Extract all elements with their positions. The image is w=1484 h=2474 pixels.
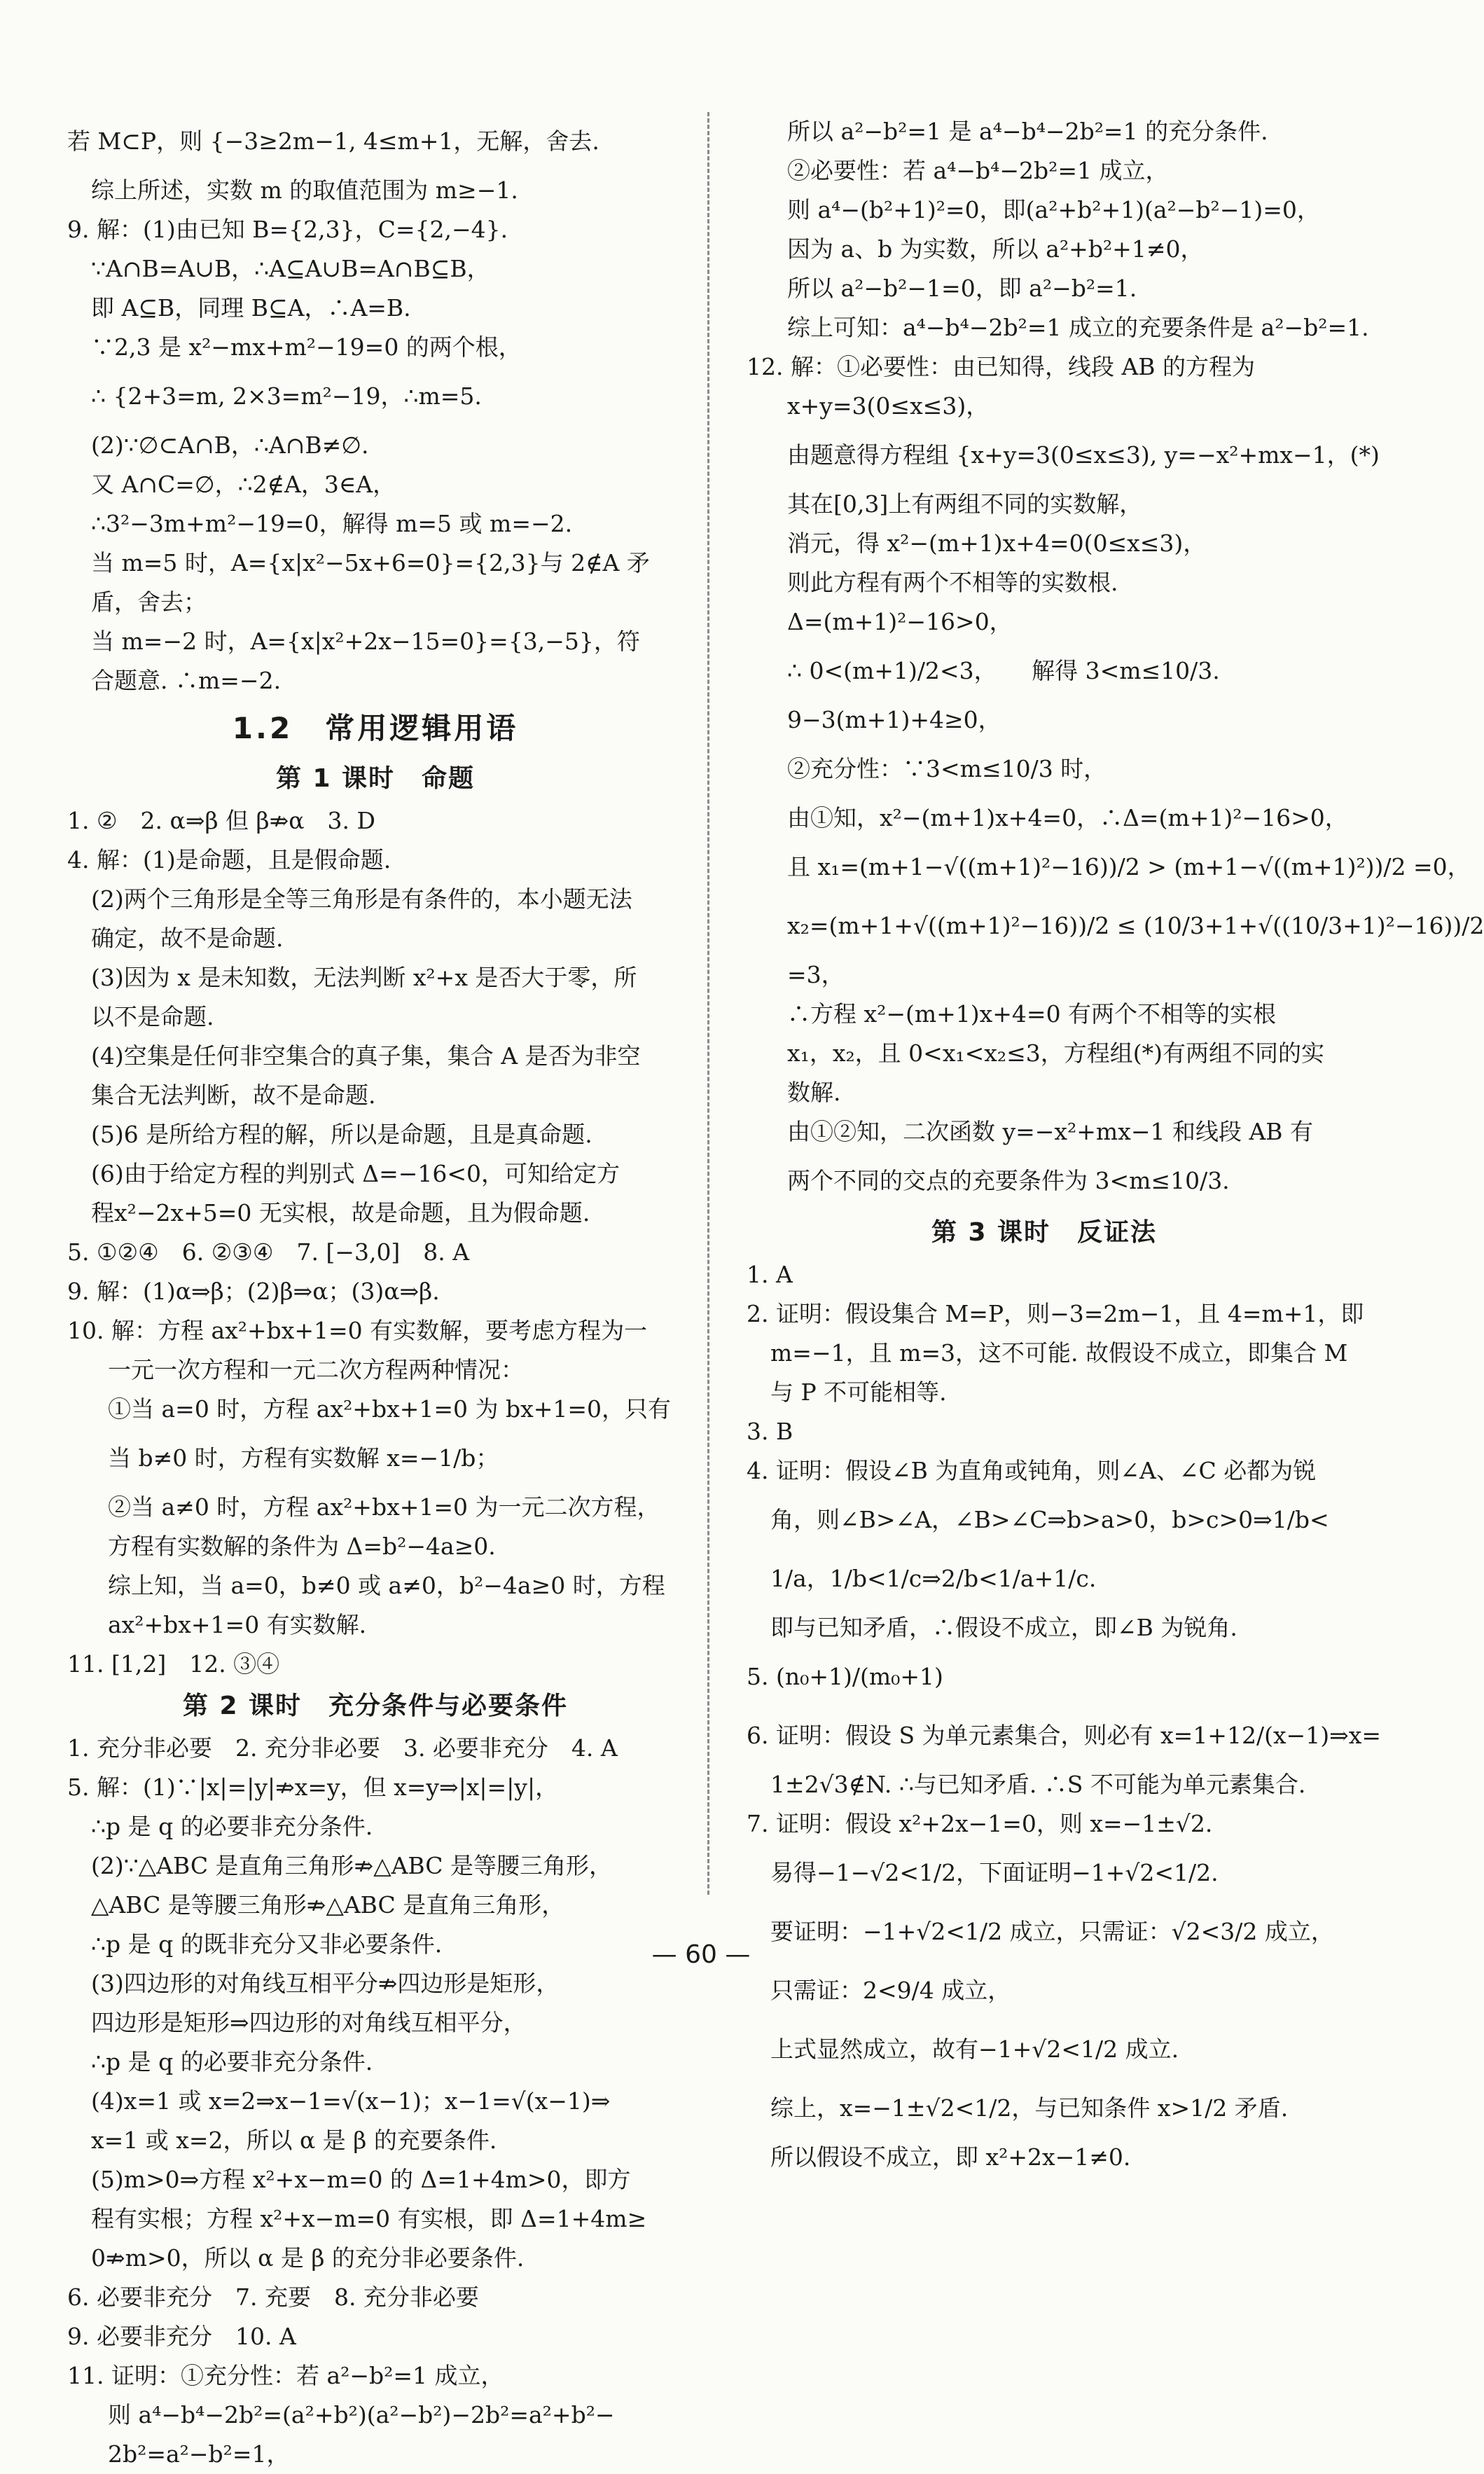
text-line: 7. 证明：假设 x²+2x−1=0，则 x=−1±√2. (747, 1810, 1213, 1837)
text-line: (5)6 是所给方程的解，所以是命题，且是真命题. (91, 1121, 592, 1148)
text-line: 1. A (747, 1261, 793, 1288)
text-line: 11. [1,2] 12. ③④ (67, 1650, 280, 1678)
lesson-heading: 第 1 课时 命题 (275, 764, 476, 793)
right-column (747, 112, 1484, 2177)
text-line: 10. 解：方程 ax²+bx+1=0 有实数解，要考虑方程为一 (67, 1317, 648, 1344)
text-line: ∴p 是 q 的必要非充分条件. (91, 2048, 373, 2075)
text-line: 由题意得方程组 {x+y=3(0≤x≤3), y=−x²+mx−1，(*) (787, 441, 1380, 469)
text-line: 9. 解：(1)α⇒β；(2)β⇒α；(3)α⇒β. (67, 1278, 440, 1305)
text-line: (3)因为 x 是未知数，无法判断 x²+x 是否大于零，所 (91, 964, 637, 991)
text-line: 当 b≠0 时，方程有实数解 x=−1/b； (108, 1444, 499, 1472)
text-line: 11. 证明：①充分性：若 a²−b²=1 成立， (67, 2362, 504, 2389)
text-line: 方程有实数解的条件为 Δ=b²−4a≥0. (108, 1533, 496, 1560)
text-line: x₁，x₂，且 0<x₁<x₂≤3，方程组(*)有两组不同的实 (787, 1039, 1325, 1067)
text-line: 四边形是矩形⇒四边形的对角线互相平分， (91, 2009, 527, 2036)
text-line: 9. 解：(1)由已知 B={2,3}，C={2,−4}. (67, 216, 508, 243)
text-line: 且 x₁=(m+1−√((m+1)²−16))/2 > (m+1−√((m+1)²))/2 =0， (787, 853, 1471, 880)
text-line: ②必要性：若 a⁴−b⁴−2b²=1 成立， (787, 157, 1169, 184)
text-line: (6)由于给定方程的判别式 Δ=−16<0，可知给定方 (91, 1160, 620, 1187)
text-line: (5)m>0⇒方程 x²+x−m=0 的 Δ=1+4m>0，即方 (91, 2166, 631, 2193)
text-line: x₂=(m+1+√((m+1)²−16))/2 ≤ (10/3+1+√((10/3+1)²−16))/2 (787, 912, 1484, 939)
text-line: 消元，得 x²−(m+1)x+4=0(0≤x≤3)， (787, 530, 1207, 557)
text-line: 3. B (747, 1418, 793, 1445)
text-line: Δ=(m+1)²−16>0， (787, 608, 1013, 635)
text-line: 1±2√3∉N. ∴与已知矛盾. ∴S 不可能为单元素集合. (770, 1771, 1306, 1798)
text-line: 综上可知：a⁴−b⁴−2b²=1 成立的充要条件是 a²−b²=1. (787, 314, 1369, 341)
text-line: 1. ② 2. α⇒β 但 β⇏α 3. D (67, 807, 375, 834)
text-line: 所以 a²−b²=1 是 a⁴−b⁴−2b²=1 的充分条件. (787, 118, 1268, 145)
text-line: 当 m=−2 时，A={x|x²+2x−15=0}={3,−5}，符 (91, 628, 640, 655)
text-line: 若 M⊂P，则 {−3≥2m−1, 4≤m+1，无解，舍去. (67, 127, 599, 155)
text-line: 则 a⁴−b⁴−2b²=(a²+b²)(a²−b²)−2b²=a²+b²− (108, 2401, 615, 2428)
text-line: 则 a⁴−(b²+1)²=0，即(a²+b²+1)(a²−b²−1)=0， (787, 196, 1320, 223)
text-line: 上式显然成立，故有−1+√2<1/2 成立. (770, 2036, 1179, 2063)
text-line: ∴方程 x²−(m+1)x+4=0 有两个不相等的实根 (787, 1000, 1277, 1028)
text-line: (4)空集是任何非空集合的真子集，集合 A 是否为非空 (91, 1042, 641, 1070)
text-line: ax²+bx+1=0 有实数解. (108, 1611, 367, 1638)
text-line: ②当 a≠0 时，方程 ax²+bx+1=0 为一元二次方程， (108, 1493, 660, 1521)
left-column (67, 112, 684, 2474)
text-line: 易得−1−√2<1/2，下面证明−1+√2<1/2. (770, 1859, 1219, 1886)
text-line: ②充分性：∵3<m≤10/3 时， (787, 755, 1107, 782)
text-line: 即与已知矛盾，∴假设不成立，即∠B 为锐角. (770, 1614, 1237, 1641)
text-line: 4. 证明：假设∠B 为直角或钝角，则∠A、∠C 必都为锐 (747, 1457, 1317, 1484)
text-line: ∴ {2+3=m, 2×3=m²−19，∴m=5. (91, 382, 482, 410)
text-line: 即 A⊆B，同理 B⊆A，∴A=B. (91, 294, 411, 322)
text-line: 6. 必要非充分 7. 充要 8. 充分非必要 (67, 2283, 479, 2311)
text-line: 综上所述，实数 m 的取值范围为 m≥−1. (91, 177, 518, 204)
text-line: 又 A∩C=∅，∴2∉A，3∈A， (91, 471, 396, 498)
lesson-heading: 第 3 课时 反证法 (931, 1218, 1158, 1247)
text-line: 4. 解：(1)是命题，且是假命题. (67, 846, 391, 873)
text-line: 由①②知，二次函数 y=−x²+mx−1 和线段 AB 有 (787, 1118, 1314, 1145)
text-line: m=−1，且 m=3，这不可能. 故假设不成立，即集合 M (770, 1339, 1348, 1367)
text-line: (2)∵△ABC 是直角三角形⇏△ABC 是等腰三角形， (91, 1852, 613, 1879)
text-line: ①当 a=0 时，方程 ax²+bx+1=0 为 bx+1=0，只有 (108, 1395, 671, 1423)
text-line: x=1 或 x=2，所以 α 是 β 的充要条件. (91, 2127, 497, 2154)
text-line: 2. 证明：假设集合 M=P，则−3=2m−1，且 4=m+1，即 (747, 1300, 1364, 1327)
text-line: 以不是命题. (91, 1003, 214, 1030)
text-line: ∴p 是 q 的既非充分又非必要条件. (91, 1930, 443, 1958)
text-line: 一元一次方程和一元二次方程两种情况： (108, 1356, 524, 1383)
text-line: =3， (787, 961, 845, 988)
text-line: ∵2,3 是 x²−mx+m²−19=0 的两个根， (91, 333, 522, 361)
lesson-heading: 第 2 课时 充分条件与必要条件 (182, 1692, 569, 1720)
text-line: 当 m=5 时，A={x|x²−5x+6=0}={2,3}与 2∉A 矛 (91, 549, 650, 576)
section-heading: 1.2 常用逻辑用语 (232, 711, 519, 745)
text-line: (3)四边形的对角线互相平分⇏四边形是矩形， (91, 1970, 560, 1997)
text-line: 数解. (787, 1079, 841, 1106)
text-line: 与 P 不可能相等. (770, 1378, 947, 1406)
text-line: 12. 解：①必要性：由已知得，线段 AB 的方程为 (747, 353, 1256, 380)
text-line: (2)∵∅⊂A∩B，∴A∩B≠∅. (91, 431, 369, 459)
text-line: 所以假设不成立，即 x²+2x−1≠0. (770, 2143, 1131, 2171)
text-line: 综上知，当 a=0，b≠0 或 a≠0，b²−4a≥0 时，方程 (108, 1572, 665, 1599)
text-line: ∵A∩B=A∪B，∴A⊆A∪B=A∩B⊆B， (91, 255, 490, 282)
text-line: (4)x=1 或 x=2⇒x−1=√(x−1)；x−1=√(x−1)⇒ (91, 2087, 611, 2115)
text-line: 5. (n₀+1)/(m₀+1) (747, 1663, 943, 1690)
text-line: 9. 必要非充分 10. A (67, 2323, 296, 2350)
text-line: 确定，故不是命题. (91, 925, 284, 952)
text-line: 则此方程有两个不相等的实数根. (787, 569, 1118, 596)
text-line: 综上，x=−1±√2<1/2，与已知条件 x>1/2 矛盾. (770, 2094, 1289, 2122)
text-line: 两个不同的交点的充要条件为 3<m≤10/3. (787, 1167, 1230, 1194)
text-line: 盾，舍去； (91, 588, 207, 616)
text-line: △ABC 是等腰三角形⇏△ABC 是直角三角形， (91, 1891, 565, 1919)
text-line: ∴3²−3m+m²−19=0，解得 m=5 或 m=−2. (91, 510, 573, 537)
text-line: 程x²−2x+5=0 无实根，故是命题，且为假命题. (91, 1199, 590, 1226)
text-line: ∴p 是 q 的必要非充分条件. (91, 1813, 373, 1840)
column-divider (707, 112, 709, 1895)
text-line: 只需证：2<9/4 成立， (770, 1977, 1011, 2004)
text-line: (2)两个三角形是全等三角形是有条件的，本小题无法 (91, 885, 632, 913)
text-line: 角，则∠B>∠A，∠B>∠C⇒b>a>0，b>c>0⇒1/b< (770, 1506, 1329, 1533)
page-number: — 60 — (651, 1940, 751, 1969)
text-line: 因为 a、b 为实数，所以 a²+b²+1≠0， (787, 235, 1204, 263)
text-line: 程有实根；方程 x²+x−m=0 有实根，即 Δ=1+4m≥ (91, 2205, 647, 2232)
text-line: ∴ 0<(m+1)/2<3， 解得 3<m≤10/3. (787, 657, 1220, 684)
text-line: 6. 证明：假设 S 为单元素集合，则必有 x=1+12/(x−1)⇒x= (747, 1722, 1381, 1749)
text-line: 5. ①②④ 6. ②③④ 7. [−3,0] 8. A (67, 1238, 470, 1266)
text-line: 其在[0,3]上有两组不同的实数解， (787, 490, 1143, 518)
text-line: 所以 a²−b²−1=0，即 a²−b²=1. (787, 275, 1137, 302)
text-line: 集合无法判断，故不是命题. (91, 1081, 376, 1109)
text-line: 由①知，x²−(m+1)x+4=0，∴Δ=(m+1)²−16>0， (787, 804, 1348, 831)
text-line: 2b²=a²−b²=1， (108, 2440, 290, 2468)
text-line: 0⇏m>0，所以 α 是 β 的充分非必要条件. (91, 2244, 525, 2272)
text-line: 1/a，1/b<1/c⇒2/b<1/a+1/c. (770, 1565, 1097, 1592)
text-line: 要证明：−1+√2<1/2 成立，只需证：√2<3/2 成立， (770, 1918, 1334, 1945)
text-line: 合题意. ∴m=−2. (91, 667, 282, 694)
text-line: 9−3(m+1)+4≥0， (787, 706, 1001, 733)
text-line: x+y=3(0≤x≤3)， (787, 392, 990, 420)
text-line: 1. 充分非必要 2. 充分非必要 3. 必要非充分 4. A (67, 1734, 618, 1762)
text-line: 5. 解：(1)∵|x|=|y|⇏x=y，但 x=y⇒|x|=|y|， (67, 1774, 559, 1801)
